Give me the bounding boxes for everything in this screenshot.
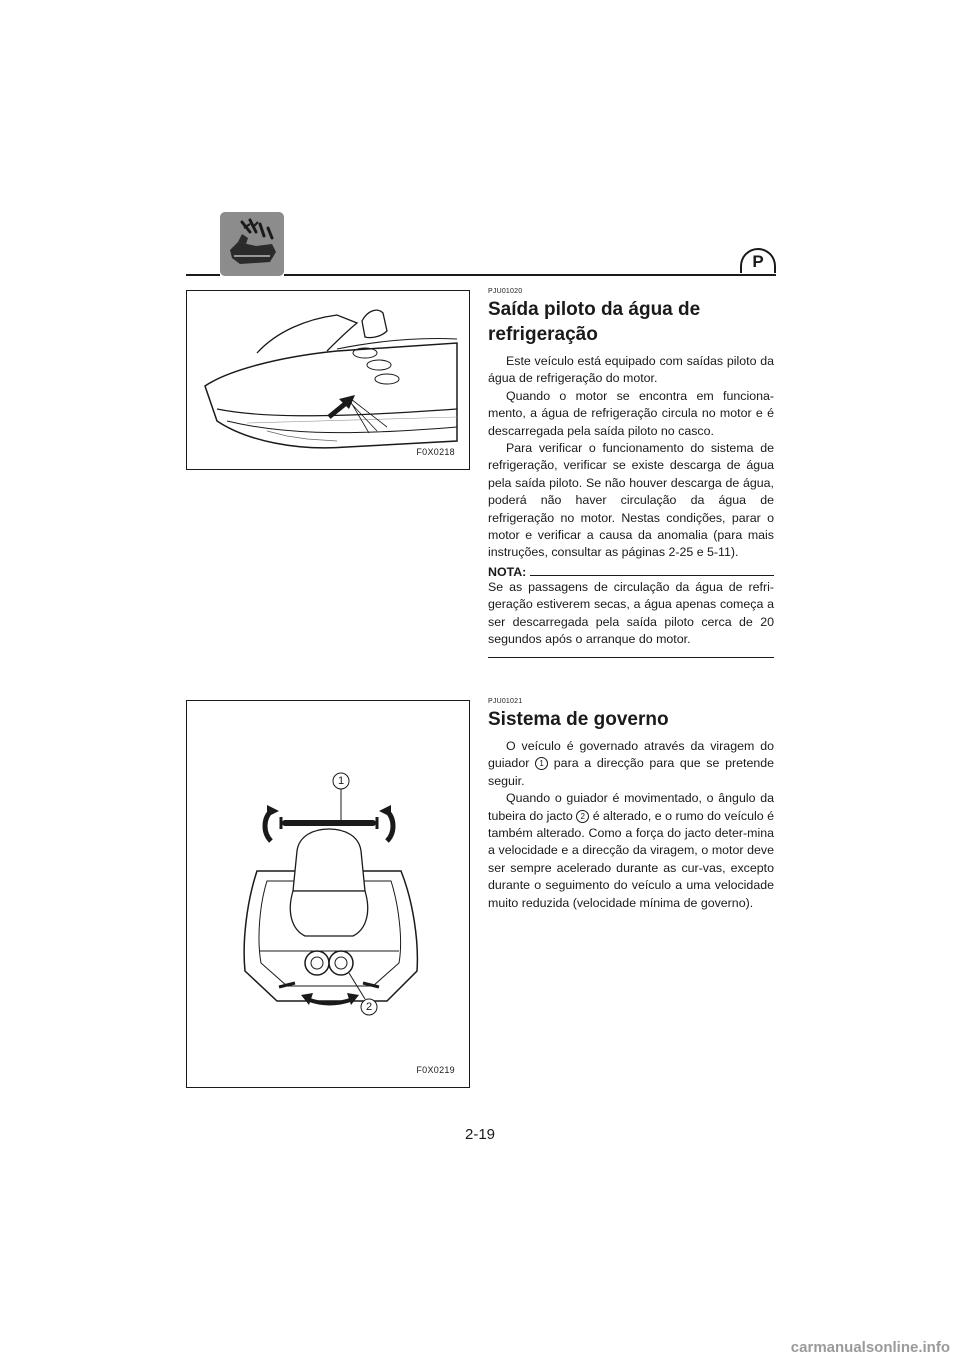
language-badge: P: [740, 248, 776, 273]
figure-steering: [186, 700, 470, 1088]
note-rule: [530, 575, 774, 576]
watermark: carmanualsonline.info: [790, 1339, 950, 1356]
paragraph: [488, 790, 774, 912]
figure-code: F0X0219: [416, 1065, 455, 1075]
note-label: NOTA:: [488, 564, 527, 579]
paragraph-text: é alterado, e o rumo do veículo é também alterado. Como a força do jacto deter-mina a velocidade e a direcção da viragem, o motor deve ser sempre acelerado durante as cur-vas, excepto durante o seguimento do veículo a uma velocidade muito reduzida (velocidade mínima de governo).: [488, 808, 774, 910]
section-steering: [488, 698, 774, 912]
ref-number: 2: [576, 810, 589, 823]
ref-number: 1: [535, 757, 548, 770]
note-end-rule: [488, 657, 774, 658]
header-rule-left: [186, 274, 220, 276]
callout-1: 1: [337, 775, 345, 787]
paragraph-text: para a direcção para que se pretende seguir.: [488, 756, 775, 788]
jetski-spray-icon: [220, 212, 284, 276]
paragraph: [488, 738, 774, 790]
jetski-rear-illustration: [187, 701, 471, 1089]
section-cooling-outlet: [488, 288, 774, 658]
figure-code: F0X0218: [416, 447, 455, 457]
paragraph: Para verificar o funcionamento do sistema de refrigeração, verificar se existe descarga de água pela saída piloto. Se não houver descarga de água, poderá não haver circulação da água de refrigeração no motor. Nestas condições, parar o motor e verificar a causa da anomalia (para mais instruções, consultar as páginas 2-25 e 5-11).: [488, 441, 774, 560]
paragraph-text: Quando o guiador é movimentado, o ângulo da tubeira do jacto: [488, 791, 774, 823]
paragraph: Este veículo está equipado com saídas piloto da água de refrigeração do motor.: [488, 354, 774, 386]
paragraph-text: O veículo é governado através da viragem do guiador: [488, 739, 774, 771]
paragraph: Quando o motor se encontra em funciona-mento, a água de refrigeração circula no motor e é descarregada pela saída piloto no casco.: [488, 388, 774, 438]
section-title: Saída piloto da água de refrigeração: [488, 299, 701, 345]
section-title: Sistema de governo: [488, 709, 669, 730]
figure-cooling-outlet: [186, 290, 470, 470]
section-code: PJU01021: [488, 698, 523, 705]
page-number: 2-19: [464, 1126, 496, 1143]
callout-2: 2: [365, 1001, 373, 1013]
header-rule-right: [284, 274, 776, 276]
note-text: Se as passagens de circulação da água de refri-geração estiverem secas, a água apenas começa a ser descarregada pela saída piloto cerca de 20 segundos após o arranque do motor.: [488, 579, 774, 647]
note-header: [488, 565, 774, 579]
jetski-side-illustration: [187, 291, 471, 471]
section-code: PJU01020: [488, 288, 523, 295]
